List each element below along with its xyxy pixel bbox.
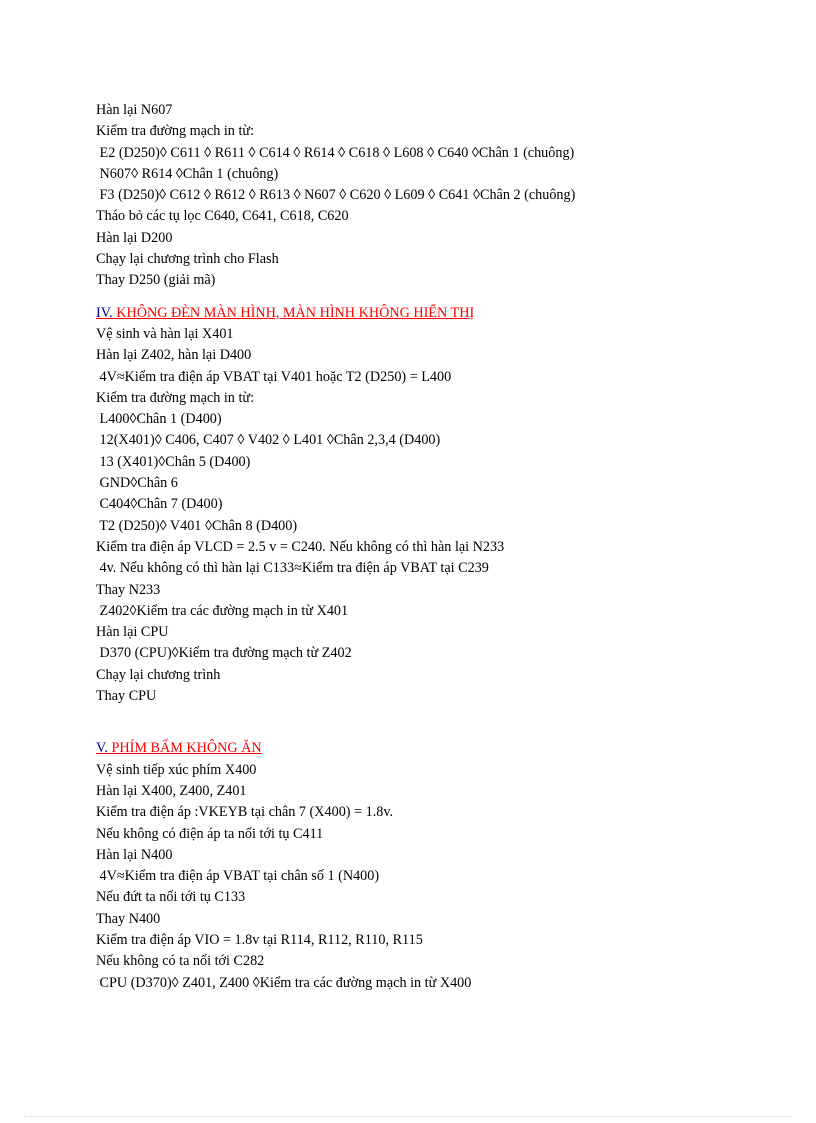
section-4-title: KHÔNG ĐÈN MÀN HÌNH, MÀN HÌNH KHÔNG HIỂN THỊ <box>116 304 475 321</box>
text-line: Kiểm tra điện áp VIO = 1.8v tại R114, R112, R110, R115 <box>96 931 423 948</box>
text-line: Kiểm tra điện áp VLCD = 2.5 v = C240. Nếu không có thì hàn lại N233 <box>96 538 505 555</box>
text-line: E2 (D250)◊ C611 ◊ R611 ◊ C614 ◊ R614 ◊ C618 ◊ L608 ◊ C640 ◊Chân 1 (chuông) <box>96 144 575 161</box>
text-line: N607◊ R614 ◊Chân 1 (chuông) <box>96 165 279 182</box>
text-line: T2 (D250)◊ V401 ◊Chân 8 (D400) <box>96 517 298 534</box>
text-line: Kiểm tra điện áp :VKEYB tại chân 7 (X400) = 1.8v. <box>96 804 394 821</box>
text-line: C404◊Chân 7 (D400) <box>96 496 223 513</box>
text-line: Thay CPU <box>96 688 157 705</box>
text-line: 12(X401)◊ C406, C407 ◊ V402 ◊ L401 ◊Chân 2,3,4 (D400) <box>96 432 441 449</box>
text-line: D370 (CPU)◊Kiểm tra đường mạch từ Z402 <box>96 645 352 662</box>
text-line: Hàn lại CPU <box>96 624 169 641</box>
section-4-heading <box>96 303 776 324</box>
section-5-heading <box>96 738 776 759</box>
text-line: 4V≈Kiểm tra điện áp VBAT tại V401 hoặc T2 (D250) = L400 <box>96 368 452 385</box>
text-line: CPU (D370)◊ Z401, Z400 ◊Kiểm tra các đường mạch in từ X400 <box>96 974 472 991</box>
text-line: GND◊Chân 6 <box>96 475 178 492</box>
text-line: Nếu đứt ta nối tới tụ C133 <box>96 889 246 906</box>
text-line: Z402◊Kiểm tra các đường mạch in từ X401 <box>96 602 349 619</box>
document-page <box>96 100 776 994</box>
text-line: F3 (D250)◊ C612 ◊ R612 ◊ R613 ◊ N607 ◊ C620 ◊ L609 ◊ C641 ◊Chân 2 (chuông) <box>96 187 576 204</box>
text-line: Tháo bỏ các tụ lọc C640, C641, C618, C620 <box>96 208 349 225</box>
text-line: Hàn lại N400 <box>96 846 173 863</box>
section-5-title: PHÍM BẤM KHÔNG ĂN <box>111 740 262 757</box>
text-line: Kiểm tra đường mạch in từ: <box>96 123 255 140</box>
text-line: 4V≈Kiểm tra điện áp VBAT tại chân số 1 (N400) <box>96 868 380 885</box>
text-line: 4v. Nếu không có thì hàn lại C133≈Kiểm tra điện áp VBAT tại C239 <box>96 560 489 577</box>
text-line: Hàn lại Z402, hàn lại D400 <box>96 347 252 364</box>
text-line: Nếu không có ta nối tới C282 <box>96 953 265 970</box>
text-line: Kiểm tra đường mạch in từ: <box>96 389 255 406</box>
text-line: Vệ sinh và hàn lại X401 <box>96 325 234 342</box>
section-4 <box>96 303 776 708</box>
spacer <box>96 292 776 303</box>
text-line: 13 (X401)◊Chân 5 (D400) <box>96 453 251 470</box>
text-line: L400◊Chân 1 (D400) <box>96 411 222 428</box>
text-line: Thay N233 <box>96 581 161 598</box>
text-line: Chạy lại chương trình cho Flash <box>96 251 279 268</box>
text-line: Hàn lại N607 <box>96 102 173 118</box>
page-bottom-divider <box>24 1116 792 1117</box>
text-line: Hàn lại X400, Z400, Z401 <box>96 782 247 799</box>
section-4-number: IV. <box>96 304 117 321</box>
block-1 <box>96 100 776 292</box>
section-5 <box>96 738 776 994</box>
text-line: Thay D250 (giải mã) <box>96 272 216 289</box>
section-5-number: V. <box>96 740 112 757</box>
text-line: Chạy lại chương trình <box>96 666 221 683</box>
text-line: Thay N400 <box>96 910 161 927</box>
text-line: Nếu không có điện áp ta nối tới tụ C411 <box>96 825 324 842</box>
text-line: Vệ sinh tiếp xúc phím X400 <box>96 761 257 778</box>
text-line: Hàn lại D200 <box>96 229 173 246</box>
spacer <box>96 707 776 738</box>
